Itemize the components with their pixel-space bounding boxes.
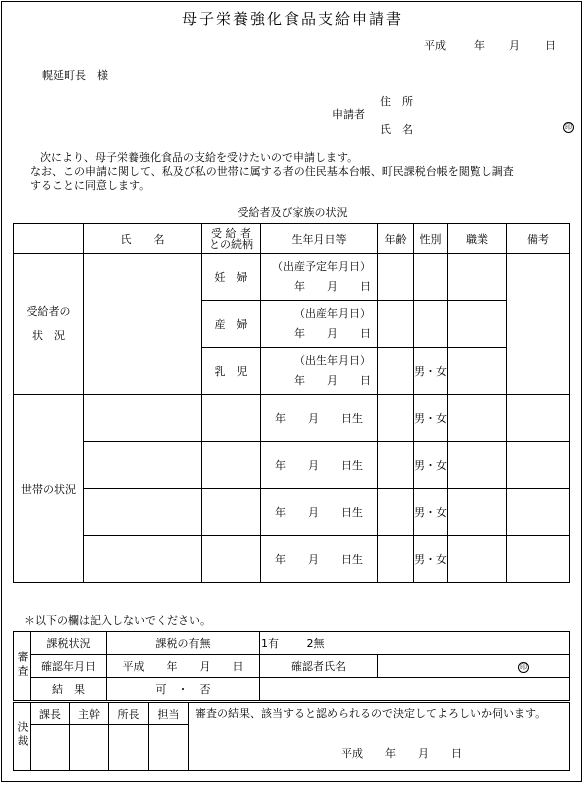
age-cell[interactable] (378, 301, 414, 348)
birth-note: （出産予定年月日） (272, 260, 371, 273)
recipient-row (14, 254, 570, 301)
birth-date: 年 月 日 (294, 374, 371, 387)
job-cell[interactable] (448, 348, 507, 395)
tax-option-1[interactable]: 1有 (261, 637, 279, 650)
age-header: 年齢 (378, 224, 414, 254)
birth-cell[interactable] (261, 348, 378, 395)
name-label: 氏 名 (380, 123, 413, 136)
age-cell[interactable] (378, 254, 414, 301)
relation-cell: 乳 児 (202, 348, 261, 395)
tax-status-label: 課税状況 (31, 632, 107, 655)
household-job-cell[interactable] (448, 395, 507, 442)
household-row (14, 489, 570, 536)
tax-option-2[interactable]: 2無 (306, 637, 325, 650)
sex-cell[interactable] (414, 301, 448, 348)
birth-note: （出生年月日） (294, 354, 371, 367)
job-cell[interactable] (448, 301, 507, 348)
household-relation-cell[interactable] (202, 489, 261, 536)
role-chief: 主幹 (70, 703, 109, 725)
household-age-cell[interactable] (378, 489, 414, 536)
decision-date: 平成 年 月 日 (341, 747, 462, 760)
tax-presence-label: 課税の有無 (107, 632, 260, 655)
blank-header (14, 224, 84, 254)
relation-header-line2: との続柄 (209, 237, 253, 251)
household-notes-cell[interactable] (507, 442, 570, 489)
seal-mark: 印 (565, 123, 572, 131)
household-relation-cell[interactable] (202, 442, 261, 489)
stamp-director[interactable] (109, 725, 149, 771)
household-notes-cell[interactable] (507, 489, 570, 536)
birth-note: （出産年月日） (294, 307, 371, 320)
birth-cell[interactable] (261, 254, 378, 301)
relation-cell: 妊 婦 (202, 254, 261, 301)
era: 平成 (424, 39, 446, 52)
household-notes-cell[interactable] (507, 395, 570, 442)
recipient-name-cell[interactable] (84, 254, 202, 395)
recipient-label (14, 254, 84, 395)
household-name-cell[interactable] (84, 489, 202, 536)
household-sex-cell[interactable]: 男・女 (414, 489, 448, 536)
notes-cell[interactable] (507, 254, 570, 395)
family-table (13, 223, 570, 583)
household-age-cell[interactable] (378, 442, 414, 489)
role-manager: 課長 (31, 703, 70, 725)
relation-header-line1: 受 給 者 (211, 226, 251, 240)
relation-header (202, 224, 261, 254)
household-sex-cell[interactable]: 男・女 (414, 536, 448, 583)
role-director: 所長 (109, 703, 149, 725)
household-name-cell[interactable] (84, 442, 202, 489)
age-cell[interactable] (378, 348, 414, 395)
household-row (14, 536, 570, 583)
household-relation-cell[interactable] (202, 395, 261, 442)
notes-header: 備考 (507, 224, 570, 254)
stamp-manager[interactable] (31, 725, 70, 771)
month-label: 月 (509, 39, 520, 52)
result-blank (260, 678, 570, 701)
result-value[interactable]: 可 ・ 否 (107, 678, 260, 701)
relation-cell: 産 婦 (202, 301, 261, 348)
household-age-cell[interactable] (378, 536, 414, 583)
address-label: 住 所 (380, 95, 413, 108)
household-job-cell[interactable] (448, 442, 507, 489)
table-caption: 受給者及び家族の状況 (237, 206, 348, 219)
office-use-note: ＊以下の欄は記入しないでください。 (24, 614, 211, 627)
household-birth-cell[interactable]: 年 月 日生 (261, 395, 378, 442)
household-relation-cell[interactable] (202, 536, 261, 583)
birth-date: 年 月 日 (294, 280, 371, 293)
tax-options[interactable] (260, 632, 570, 655)
decision-text-cell (189, 703, 570, 771)
role-staff: 担当 (149, 703, 189, 725)
household-job-cell[interactable] (448, 489, 507, 536)
birth-cell[interactable] (261, 301, 378, 348)
household-label: 世帯の状況 (14, 395, 84, 583)
recipient-label-line2: 状 況 (32, 329, 65, 342)
confirmer-cell[interactable] (378, 655, 570, 678)
applicant-label: 申請者 (332, 108, 365, 121)
sex-header: 性別 (414, 224, 448, 254)
household-row (14, 442, 570, 489)
body-line-1: 次により、母子栄養強化食品の支給を受けたいので申請します。 (40, 151, 359, 164)
recipient-label-line1: 受給者の (26, 305, 71, 318)
stamp-staff[interactable] (149, 725, 189, 771)
header-row (14, 224, 570, 254)
household-birth-cell[interactable]: 年 月 日生 (261, 489, 378, 536)
household-notes-cell[interactable] (507, 536, 570, 583)
body-line-2: なお、この申請に関して、私及び私の世帯に属する者の住民基本台帳、町民課税台帳を閲覧し調査 (30, 165, 514, 178)
sex-cell[interactable] (414, 254, 448, 301)
review-label: 審査 (14, 632, 31, 701)
result-label: 結 果 (31, 678, 107, 701)
year-label: 年 (474, 39, 485, 52)
confirm-date-label: 確認年月日 (31, 655, 107, 678)
review-table (13, 631, 570, 701)
day-label: 日 (545, 39, 556, 52)
household-sex-cell[interactable]: 男・女 (414, 442, 448, 489)
household-birth-cell[interactable]: 年 月 日生 (261, 536, 378, 583)
sex-cell[interactable]: 男・女 (414, 348, 448, 395)
household-row (14, 395, 570, 442)
birth-header: 生年月日等 (261, 224, 378, 254)
household-job-cell[interactable] (448, 536, 507, 583)
decision-table (13, 702, 570, 771)
document-title: 母子栄養強化食品支給申請書 (181, 10, 403, 28)
decision-label: 決裁 (14, 703, 31, 771)
confirm-date-value[interactable]: 平成 年 月 日 (107, 655, 260, 678)
confirmer-label: 確認者氏名 (260, 655, 378, 678)
household-name-cell[interactable] (84, 395, 202, 442)
birth-date: 年 月 日 (294, 327, 371, 340)
household-birth-cell[interactable]: 年 月 日生 (261, 442, 378, 489)
body-line-3: することに同意します。 (30, 179, 151, 192)
stamp-chief[interactable] (70, 725, 109, 771)
household-age-cell[interactable] (378, 395, 414, 442)
name-header: 氏 名 (84, 224, 202, 254)
addressee: 幌延町長 様 (42, 69, 108, 82)
job-cell[interactable] (448, 254, 507, 301)
job-header: 職業 (448, 224, 507, 254)
household-sex-cell[interactable]: 男・女 (414, 395, 448, 442)
decision-text: 審査の結果、該当すると認められるので決定してよろしいか伺います。 (195, 707, 547, 720)
household-name-cell[interactable] (84, 536, 202, 583)
confirmer-seal: 印 (520, 663, 527, 671)
